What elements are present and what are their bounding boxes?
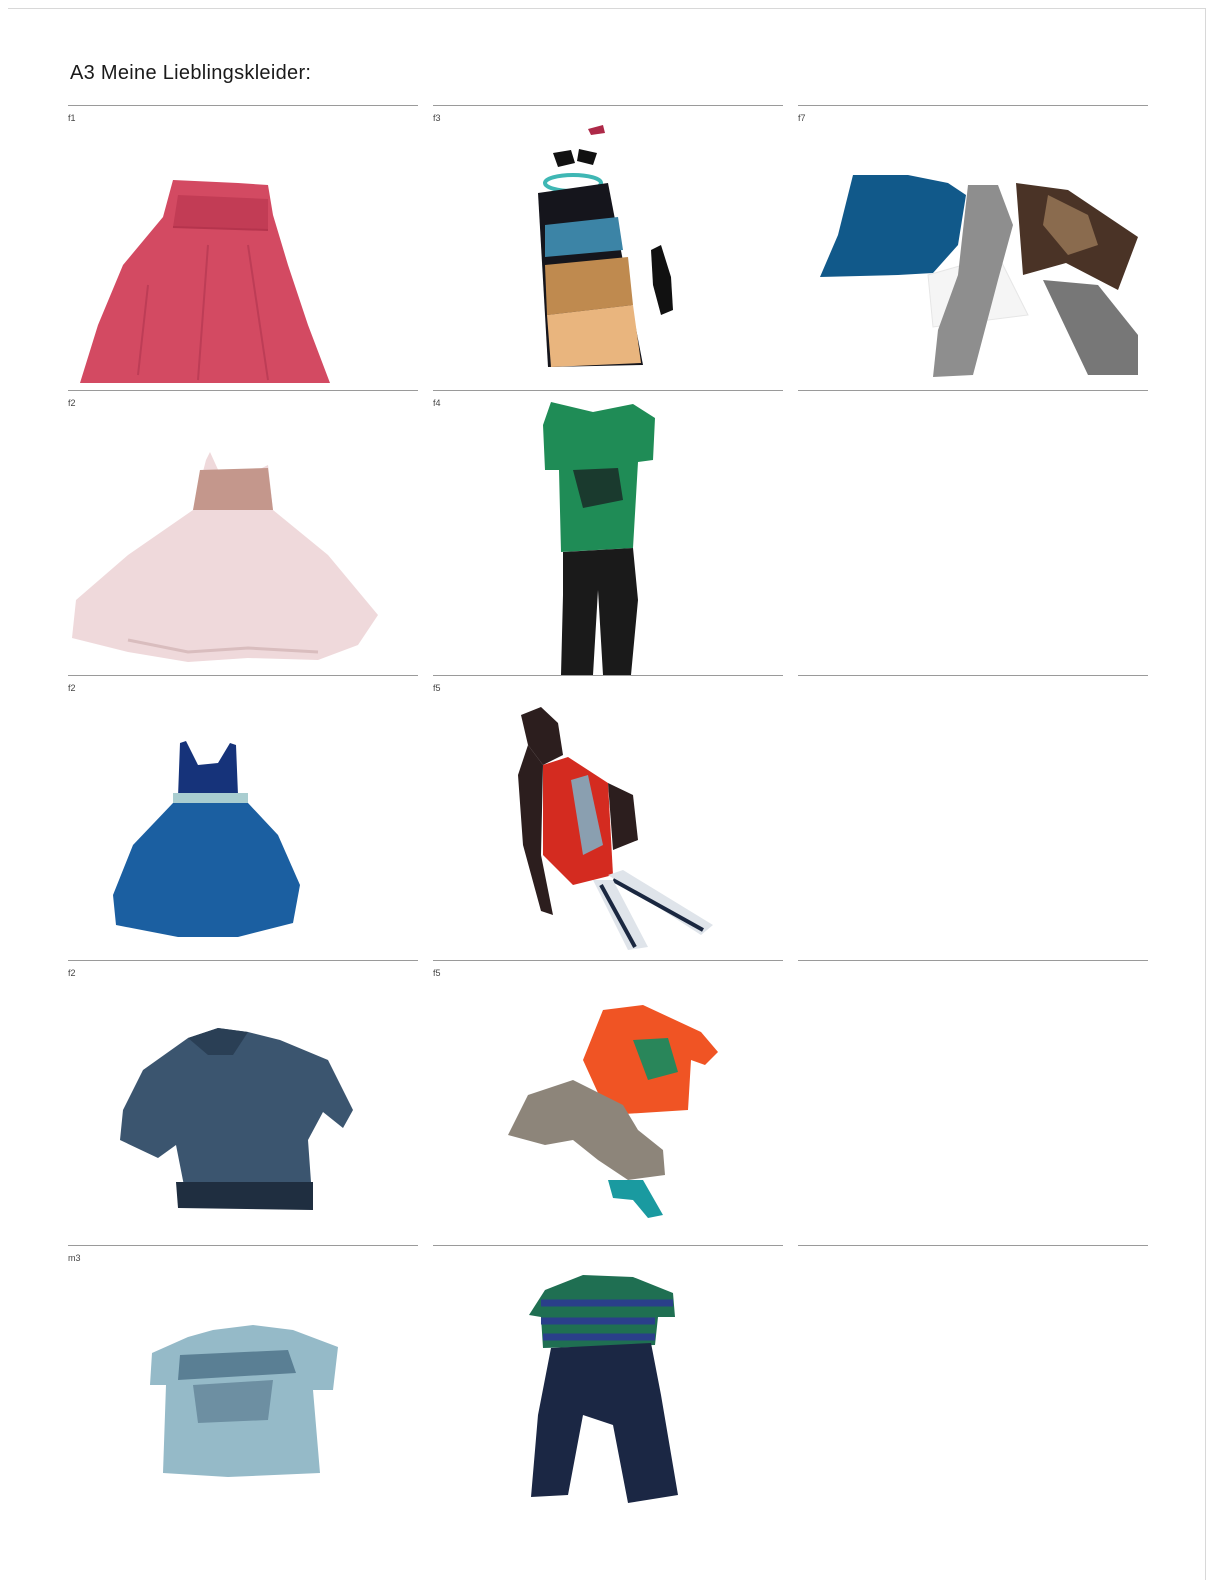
grid-cell-f2-c <box>68 960 418 1242</box>
grid-cell-f2-a <box>68 390 418 672</box>
page-title: A3 Meine Lieblingskleider: <box>70 62 312 84</box>
grid-cell-f5-a <box>433 675 783 957</box>
light-pink-dress-image <box>68 390 418 672</box>
light-blue-tshirt-image <box>68 1245 418 1527</box>
orange-shirt-shorts-image <box>433 960 783 1242</box>
cell-divider <box>798 960 1148 961</box>
cell-divider <box>798 390 1148 391</box>
grid-cell-f4 <box>433 390 783 672</box>
cell-label: f5 <box>433 968 441 978</box>
cell-label: f1 <box>68 113 76 123</box>
cell-label: f7 <box>798 113 806 123</box>
cell-label: f3 <box>433 113 441 123</box>
grid-cell-f1 <box>68 105 418 387</box>
red-jacket-image <box>433 675 783 957</box>
grid-cell-empty-r2 <box>798 390 1148 672</box>
denim-jacket-image <box>68 960 418 1242</box>
clothing-pile-image <box>798 105 1148 387</box>
navy-dress-image <box>68 675 418 957</box>
black-dress-image <box>433 105 783 387</box>
cell-label: f5 <box>433 683 441 693</box>
cell-label: f4 <box>433 398 441 408</box>
grid-cell-empty-r4 <box>798 960 1148 1242</box>
pink-dress-image <box>68 105 418 387</box>
cell-label: f2 <box>68 968 76 978</box>
grid-cell-m3 <box>68 1245 418 1527</box>
green-top-image <box>433 390 783 672</box>
cell-label: m3 <box>68 1253 81 1263</box>
grid-cell-f3 <box>433 105 783 387</box>
cell-divider <box>798 675 1148 676</box>
striped-shirt-pants-image <box>433 1245 783 1527</box>
cell-label: f2 <box>68 398 76 408</box>
cell-label: f2 <box>68 683 76 693</box>
grid-cell-f2-b <box>68 675 418 957</box>
grid-cell-f5-b <box>433 960 783 1242</box>
grid-cell-m3-b <box>433 1245 783 1527</box>
grid-cell-empty-r3 <box>798 675 1148 957</box>
cell-divider <box>798 1245 1148 1246</box>
grid-cell-empty-r5 <box>798 1245 1148 1527</box>
grid-cell-f7 <box>798 105 1148 387</box>
